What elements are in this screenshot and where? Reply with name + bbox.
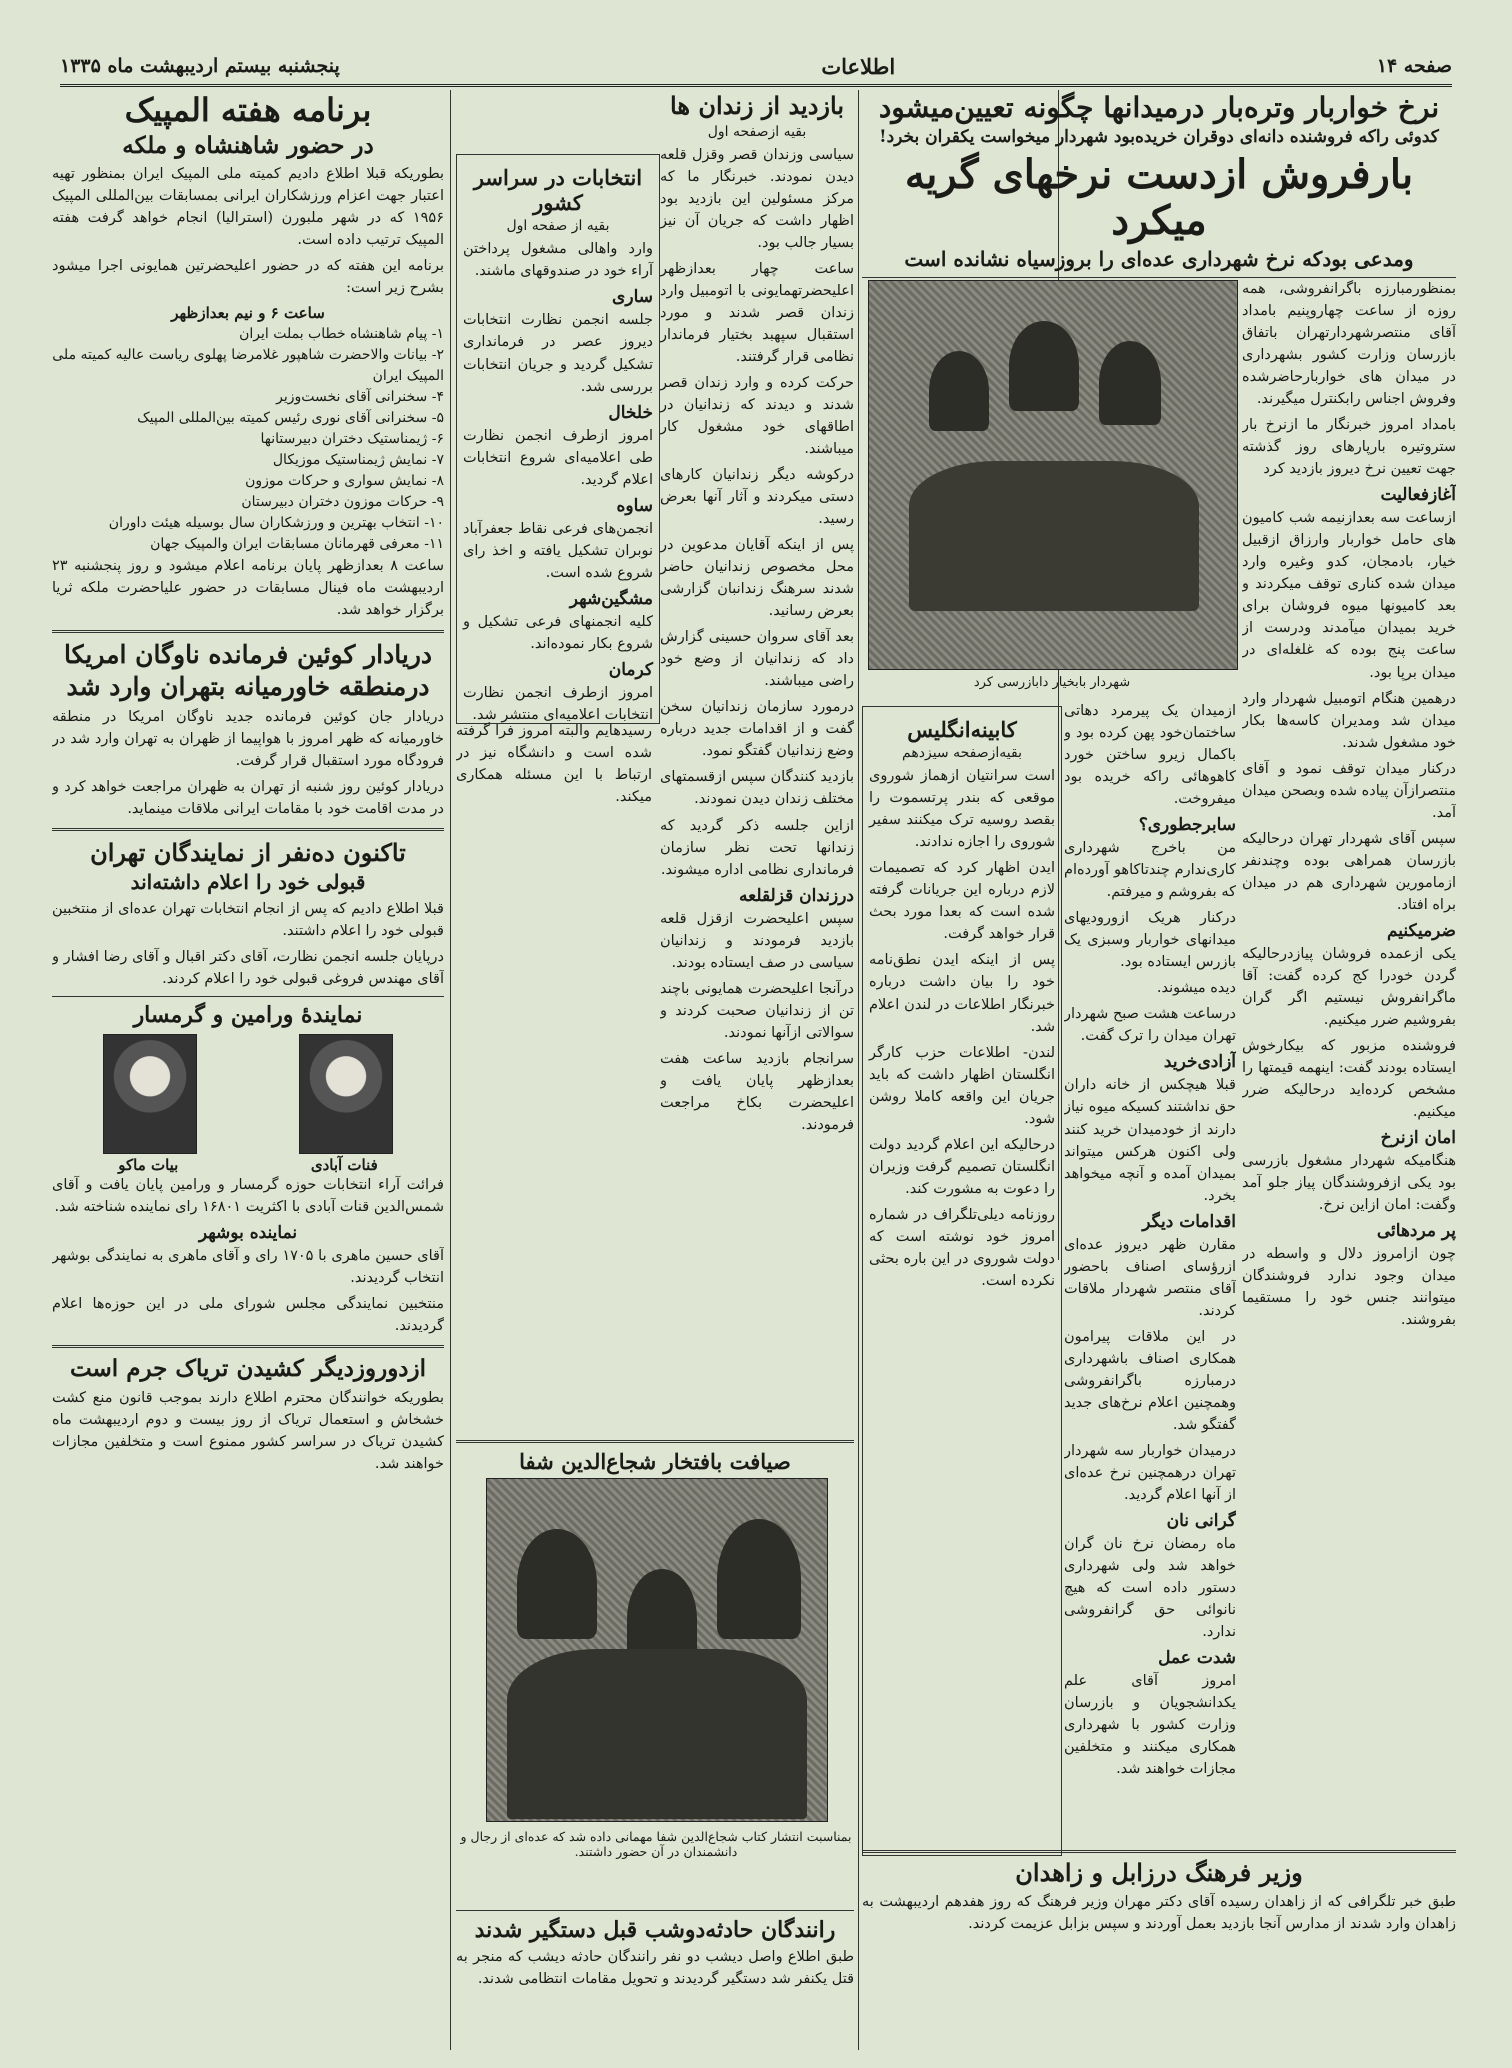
paragraph: طبق خبر تلگرافی که از زاهدان رسیده آقای دکتر مهران وزیر فرهنگ که روز هفدهم اردیبهشت به زاهدان وارد شدند از مدارس آنجا بازدید بعمل آوردند و سپس بزابل عزیمت کردند.	[862, 1893, 1456, 1932]
section-heading: کرمان	[608, 659, 653, 680]
program-item: ۶- ژیمناستیک دختران دبیرستانها	[260, 431, 444, 448]
divider	[52, 1345, 444, 1348]
paragraph: برنامه این هفته که در حضور اعلیحضرتین همایونی اجرا میشود بشرح زیر است:	[52, 258, 444, 297]
portrait-name: فنات آبادی	[310, 1156, 378, 1175]
paragraph: امروز ازطرف انجمن نظارت طی اعلامیه‌ای شروع انتخابات اعلام گردید.	[463, 427, 653, 488]
column-olympic-and-more	[52, 90, 444, 2050]
subhead-olympic: در حضور شاهنشاه و ملکه	[122, 131, 374, 159]
section-heading: پر مردهائی	[1376, 1221, 1456, 1242]
paragraph: بطوریکه خوانندگان محترم اطلاع دارند بموجب قانون منع کشت خشخاش و استعمال تریاک از روز بیست و دوم اردیبهشت ماه کشیدن تریاک در سراسر کشور ممنوع است و متخلفین مجازات خواهند شد.	[52, 1389, 444, 1472]
paragraph: درآنجا اعلیحضرت همایونی باچند تن از زندانیان صحبت کردند و سوالاتی ازآنها نمودند.	[660, 980, 854, 1041]
paragraph: قبلا اطلاع دادیم که پس از انجام انتخابات تهران عده‌ای از منتخبین قبولی خود را اعلام داشتند.	[52, 900, 444, 939]
paragraph: ایدن اظهار کرد که تصمیمات لازم درباره این جریانات گرفته شده است که بعدا مورد بحث قرار خواهد گرفت.	[869, 860, 1055, 943]
column-prices-continued	[1242, 278, 1456, 2048]
program-item: ۱۰- انتخاب بهترین و ورزشکاران سال بوسیله هیئت داوران	[108, 515, 444, 532]
section-heading: اقدامات دیگر	[1142, 1211, 1236, 1232]
banquet-caption: بمناسبت انتشار کتاب شجاع‌الدین شفا مهمانی داده شد که عده‌ای از رجال و دانشمندان در آن حضور داشتند.	[460, 1829, 852, 1859]
paragraph: درساعت هشت صبح شهردار تهران میدان را ترک گفت.	[1064, 1006, 1236, 1045]
paragraph: وارد واهالی مشغول پرداختن آراء خود در صندوقهای ماشند.	[463, 241, 653, 280]
divider	[52, 996, 444, 997]
headline-drivers-arrested: رانندگان حادثه‌دوشب قبل دستگیر شدند	[474, 1917, 836, 1943]
box-continuation: بقیه‌ازصفحه سیزدهم	[902, 745, 1022, 762]
paragraph: ازساعت سه بعدازنیمه شب کامیون های حامل خواربار وارزاق ازقبیل خیار، بادمجان، کدو وغیره وارد میدان شده کناری توقف میکردند و بعد کامیونها میوه فروشان برای خرید بمیدان میآمدند ودرست از ساعت پنج بوده که غلغله‌ای در میدان برپا بود.	[1242, 510, 1456, 681]
masthead	[60, 48, 1452, 87]
newspaper-name: اطلاعات	[821, 53, 896, 79]
paragraph: درمورد سازمان زندانیان سخن گفت و از اقدامات جدید درباره وضع زندانیان گفتگو نمود.	[660, 699, 854, 760]
column-prison-visit	[660, 90, 854, 1430]
program-item: ۹- حرکات موزون دختران دبیرستان	[241, 494, 444, 511]
paragraph: منتخبین نمایندگی مجلس شورای ملی در این حوزه‌ها اعلام گردیدند.	[52, 1296, 444, 1335]
paragraph: درکوشه دیگر زندانیان کارهای دستی میکردند و آثار آنها بعرض رسید.	[660, 467, 854, 528]
paragraph: پس از اینکه آقایان مدعوین در محل مخصوص زندانیان حاضر شدند سرهنگ زندانبان گزارشی بعرض رسانید.	[660, 537, 854, 620]
section-heading: مشگین‌شهر	[569, 588, 653, 609]
paragraph: فروشنده مزبور که بیکارخوش ایستاده بودند گفت: اینهمه قیمتها را مشخص کرده‌اید درحالیکه ضرر میکنیم.	[1242, 1037, 1456, 1121]
section-heading: درزندان قزلقلعه	[739, 885, 854, 906]
headline-varamin-deputy: نمایندهٔ ورامین و گرمسار	[133, 1001, 363, 1028]
subhead-admiral-quinn: درمنطقه خاورمیانه بتهران وارد شد	[66, 672, 430, 702]
portrait-names	[52, 1156, 444, 1174]
paragraph: لندن- اطلاعات حزب کارگر انگلستان اظهار داشت که باید جریان این واقعه کاملا روشن شود.	[869, 1044, 1055, 1127]
paragraph: امروز ازطرف انجمن نظارت انتخابات اعلامیه‌ای منتشر شد.	[463, 684, 653, 723]
paragraph: یکی ازعمده فروشان پیازدرحالیکه گردن خودرا کج کرده گفت: آقا ماگرانفروش نیستیم اگر گران بفروشیم ضرر میکنیم.	[1242, 945, 1456, 1028]
program-item: ۸- نمایش سواری و حرکات موزون	[245, 473, 444, 490]
subhead-pumpkin: کدوئی راکه فروشنده دانه‌ای دوقران خریده‌بود شهردار میخواست یکقران بخرد!	[879, 127, 1439, 148]
paragraph: بمنظورمبارزه باگرانفروشی، همه روزه از ساعت چهاروپنیم بامداد آقای منتصرشهردارتهران باتفاق بازرسان وزارت کشور بشهرداری در میدان های خواربارحاضرشده وفروش اجناس رابکنترل میگیرند.	[1242, 281, 1456, 408]
paragraph: ساعت ۸ بعدازظهر پایان برنامه اعلام میشود و روز پنجشنبه ۲۳ اردیبهشت ماه فینال مسابقات در حضور علیاحضرت ملکه ثریا برگزار خواهد شد.	[52, 558, 444, 619]
paragraph: ازمیدان یک پیرمرد دهاتی ساختمان‌خود پهن کرده بود و باکمال زیرو ساختن خورد کاهوهائی راکه خریده بود میفروخت.	[1064, 703, 1236, 808]
box-headline: کابینه‌انگلیس	[907, 717, 1017, 742]
column-rule	[450, 90, 451, 2050]
paragraph: انجمن‌های فرعی نقاط جعفرآباد نوبران تشکیل یافته و اخذ رای شروع شده است.	[463, 520, 653, 581]
paragraph: ماه رمضان نرخ نان گران خواهد شد ولی شهرداری دستور داده است که هیچ نانوائی حق گرانفروشی ندارد.	[1064, 1536, 1236, 1641]
section-heading: امان ازنرخ	[1380, 1128, 1456, 1149]
paragraph: امروز آقای علم یکدانشجویان و بازرسان وزارت کشور با شهرداری همکاری میکنند و متخلفین مجازات خواهند شد.	[1064, 1673, 1236, 1778]
headline-seller: بارفروش ازدست نرخهای گریه میکرد	[904, 150, 1414, 244]
divider	[52, 828, 444, 831]
column-prison-continued	[456, 720, 652, 1340]
section-heading: ساری	[612, 287, 653, 308]
paragraph: ساعت چهار بعدازظهر اعلیحضرتهمایونی با اتومبیل وارد زندان قصر شدند و مورد استقبال سپهبد بختیار فرماندار نظامی قرار گرفتند.	[660, 260, 854, 365]
paragraph: دریادار جان کوئین فرمانده جدید ناوگان امریکا در منطقه خاورمیانه که ظهر امروز با هواپیما از ظهران به تهران وارد شد در فرودگاه مورد استقبال قرار گرفت.	[52, 709, 444, 770]
paragraph: درکنار میدان توقف نمود و آقای منتصرازآن پیاده شده وبصحن میدان آمد.	[1242, 760, 1456, 821]
british-cabinet-box	[862, 706, 1062, 1856]
section-heading: گرانی نان	[1166, 1511, 1236, 1531]
paragraph: پس از اینکه ایدن نطق‌نامه خود را بیان داشت درباره خبرنگار اطلاعات در لندن اعلام شد.	[869, 952, 1055, 1035]
program-item: ۷- نمایش ژیمناستیک موزیکال	[272, 452, 444, 469]
portrait-name: بیات ماکو	[118, 1156, 179, 1175]
paragraph: بازدید کنندگان سپس ازقسمتهای مختلف زندان دیدن نمودند.	[660, 769, 854, 808]
paragraph: است سرانتیان ازهماز شوروی موقعی که بندر پرتسموت را بقصد روسیه ترک میکنند سفیر شوروی را اجازه ندادند.	[869, 768, 1055, 851]
headline-culture-minister: وزیر فرهنگ درزابل و زاهدان	[1015, 1858, 1303, 1887]
continuation-note: بقیه از صفحه اول	[506, 218, 610, 235]
paragraph: ازاین جلسه ذکر گردید که زندانها تحت نظر سازمان فرمانداری نظامی اداره میشوند.	[660, 817, 854, 878]
portrait-photo	[103, 1034, 197, 1154]
column-market-second	[1064, 700, 1236, 1850]
paragraph: در این ملاقات پیرامون همکاری اصناف باشهرداری درمبارزه باگرانفروشی وهمچنین اعلام نرخ‌های جدید گفتگو شد.	[1064, 1328, 1236, 1433]
schedule-time: ساعت ۶ و نیم بعدازظهر	[171, 304, 325, 323]
paragraph: درهمین هنگام اتومبیل شهردار وارد میدان شد ومدیران کاسه‌ها بکار خود مشغول شدند.	[1242, 690, 1456, 751]
subhead-claim: ومدعی بودکه نرخ شهرداری عده‌ای را بروزسیاه نشانده است	[904, 246, 1414, 271]
photo-caption: شهردار بابخیار دابازرسی کرد	[973, 675, 1131, 690]
paragraph: درحالیکه این اعلام گردید دولت انگلستان تصمیم گرفت وزیران را دعوت به مشورت کند.	[869, 1136, 1055, 1197]
page-number: صفحه ۱۴	[1376, 55, 1452, 77]
paragraph: مقارن ظهر دیروز عده‌ای ازرؤسای اصناف باحضور آقای منتصر شهردار ملاقات کردند.	[1064, 1236, 1236, 1319]
program-item: ۲- بیانات والاحضرت شاهپور غلامرضا پهلوی ریاست عالیه کمیته ملی المپیک ایران	[52, 347, 444, 385]
program-item: ۴- سخنرانی آقای نخست‌وزیر	[276, 389, 444, 406]
continuation-note: بقیه ازصفحه اول	[707, 123, 807, 140]
issue-date: پنجشنبه بیستم اردیبهشت ماه ۱۳۳۵	[60, 55, 340, 77]
paragraph: درکنار هریک ازورودیهای میدانهای خواربار وسبزی یک بازرس ایستاده بود.	[1064, 910, 1236, 971]
program-item: ۱۱- معرفی قهرمانان مسابقات ایران والمپیک جهان	[150, 536, 444, 553]
headline-prices: نرخ خواربار وتره‌بار درمیدانها چگونه تعیین‌میشود	[878, 91, 1440, 124]
paragraph: دریادار کوئین روز شنبه از تهران به ظهران مراجعت خواهد کرد و در مدت اقامت خود با مقامات ایرانی ملاقات مینماید.	[52, 779, 444, 818]
section-heading: شدت عمل	[1158, 1648, 1236, 1669]
program-item: ۱- پیام شاهنشاه خطاب بملت ایران	[239, 326, 444, 343]
paragraph: درمیدان خواربار سه شهردار تهران درهمچنین نرخ عده‌ای از آنها اعلام گردید.	[1064, 1442, 1236, 1503]
section-heading: سابرجطوری؟	[1138, 815, 1236, 836]
paragraph: سیاسی وزندان قصر وقزل قلعه دیدن نمودند. خبرنگار ما که مرکز مسئولین این بازدید بود اظهار داشت که جریان آن نیز بسیار جالب بود.	[660, 146, 854, 251]
headline-opium-ban: ازدوروزدیگر کشیدن تریاک جرم است	[69, 1355, 427, 1383]
section-heading: آزادی‌خرید	[1163, 1052, 1236, 1073]
paragraph: طبق اطلاع واصل دیشب دو نفر رانندگان حادثه دیشب که منجر به قتل یکنفر شد دستگیر گردیدند و تحویل مقامات انتظامی شدند.	[456, 1949, 854, 1988]
paragraph: قبلا هیچکس از خانه داران حق نداشتند کسیکه میوه نیاز دارند از خودمیدان خرید کنند ولی اکنون هرکس میتواند بمیدان آمده و آنچه میخواهد بخرد.	[1064, 1077, 1236, 1204]
portrait-photo	[299, 1034, 393, 1154]
section-heading: ساوه	[616, 495, 653, 516]
paragraph: رسیدهایم والبته امروز فرا گرفته شده است و دانشگاه نیز در ارتباط با این مسئله همکاری میکند.	[456, 723, 652, 806]
headline-admiral-quinn: دریادار کوئین فرمانده ناوگان امریکا	[63, 639, 433, 669]
paragraph: حرکت کرده و وارد زندان قصر شدند و دیدند که زندانیان در اطاقهای خود مشغول کار میباشند.	[660, 374, 854, 457]
paragraph: سپس اعلیحضرت ازقزل قلعه بازدید فرمودند و زندانیان سیاسی در صف ایستاده بودند.	[660, 910, 854, 971]
paragraph: سپس آقای شهردار تهران درحالیکه بازرسان همراهی بوده وچندنفر ازمامورین شهرداری هم در میدان براه افتاد.	[1242, 830, 1456, 913]
paragraph: آقای حسین ماهری با ۱۷۰۵ رای و آقای ماهری به نمایندگی بوشهر انتخاب گردیدند.	[52, 1248, 444, 1287]
paragraph: فرائت آراء انتخابات حوزه گرمسار و ورامین پایان یافت و آقای شمس‌الدین قنات آبادی با اکثریت ۱۶۸۰۱ رای نماینده شناخته شد.	[52, 1177, 444, 1216]
paragraph: بطوریکه قبلا اطلاع دادیم کمیته ملی المپیک ایران بمنظور تهیه اعتبار جهت اعزام ورزشکاران ایرانی بمسابقات بین‌المللی المپیک ۱۹۵۶ که در شهر ملبورن (استرالیا) انجام خواهد گرفت هفته المپیک ترتیب داده است.	[52, 166, 444, 249]
column-rule	[858, 90, 859, 2050]
paragraph: سرانجام بازدید ساعت هفت بعدازظهر پایان یافت و اعلیحضرت بکاخ مراجعت فرمودند.	[660, 1050, 854, 1133]
divider	[52, 630, 444, 633]
paragraph: هنگامیکه شهردار مشغول بازرسی بود یکی ازفروشندگان پیاز جلو آمد وگفت: امان ازاین نرخ.	[1242, 1153, 1456, 1214]
section-heading: خلخال	[608, 402, 653, 423]
banquet-photo-title: صیافت بافتخار شجاع‌الدین شفا	[519, 1449, 791, 1474]
headline-elections: انتخابات در سراسر کشور	[473, 165, 643, 216]
banquet-photo	[486, 1478, 828, 1822]
culture-minister-story	[862, 1850, 1456, 2043]
paragraph: روزنامه دیلی‌تلگراف در شماره امروز خود نوشته است که دولت شوروی در این باره بحثی نکرده است.	[869, 1206, 1055, 1289]
paragraph: جلسه انجمن نظارت انتخابات دیروز عصر در فرمانداری تشکیل گردید و جریان انتخابات بررسی شد.	[463, 312, 653, 395]
program-item: ۵- سخنرانی آقای نوری رئیس کمیته بین‌المللی المپیک	[137, 410, 444, 427]
paragraph: بعد آقای سروان حسینی گزارش داد که زندانیان از وضع خود راضی میباشند.	[660, 629, 854, 690]
paragraph: من باخرج شهرداری کاری‌ندارم چندتاکاهو آورده‌ام که بفروشم و میرفتم.	[1064, 840, 1236, 901]
section-heading: ضرمیکنیم	[1386, 920, 1456, 941]
elections-box	[456, 154, 660, 724]
headline-prison-visit: بازدید از زندان ها	[670, 91, 844, 120]
paragraph: بامداد امروز خبرنگار ما ازنرخ بار ستروتیره بارپارهای روز گذشته جهت تعیین نرخ دیروز بازدید کرد	[1242, 417, 1456, 478]
headline-tehran-deputies: تاکنون ده‌نفر از نمایندگان تهران	[90, 838, 406, 868]
drivers-arrested-story	[456, 1910, 854, 2051]
paragraph: چون ازامروز دلال و واسطه در میدان وجود ندارد فروشندگان میتوانند جنس خود را مستقیما بفروشند.	[1242, 1246, 1456, 1329]
portrait-row	[52, 1034, 444, 1154]
market-inspection-photo	[868, 280, 1238, 670]
paragraph: درپایان جلسه انجمن نظارت، آقای دکتر اقبال و آقای رضا افشار و آقای مهندس فروغی قبولی خود را اعلام کردند.	[52, 948, 444, 987]
paragraph: کلیه انجمنهای فرعی تشکیل و شروع بکار نموده‌اند.	[463, 613, 653, 652]
paragraph: دیده میشوند.	[1156, 980, 1236, 997]
subhead-tehran-deputies: قبولی خود را اعلام داشته‌اند	[130, 869, 366, 894]
section-heading: آغازفعالیت	[1380, 485, 1456, 506]
headline-olympic-week: برنامه هفته المپیک	[124, 91, 372, 129]
headline-bushehr: نماینده بوشهر	[198, 1223, 298, 1244]
